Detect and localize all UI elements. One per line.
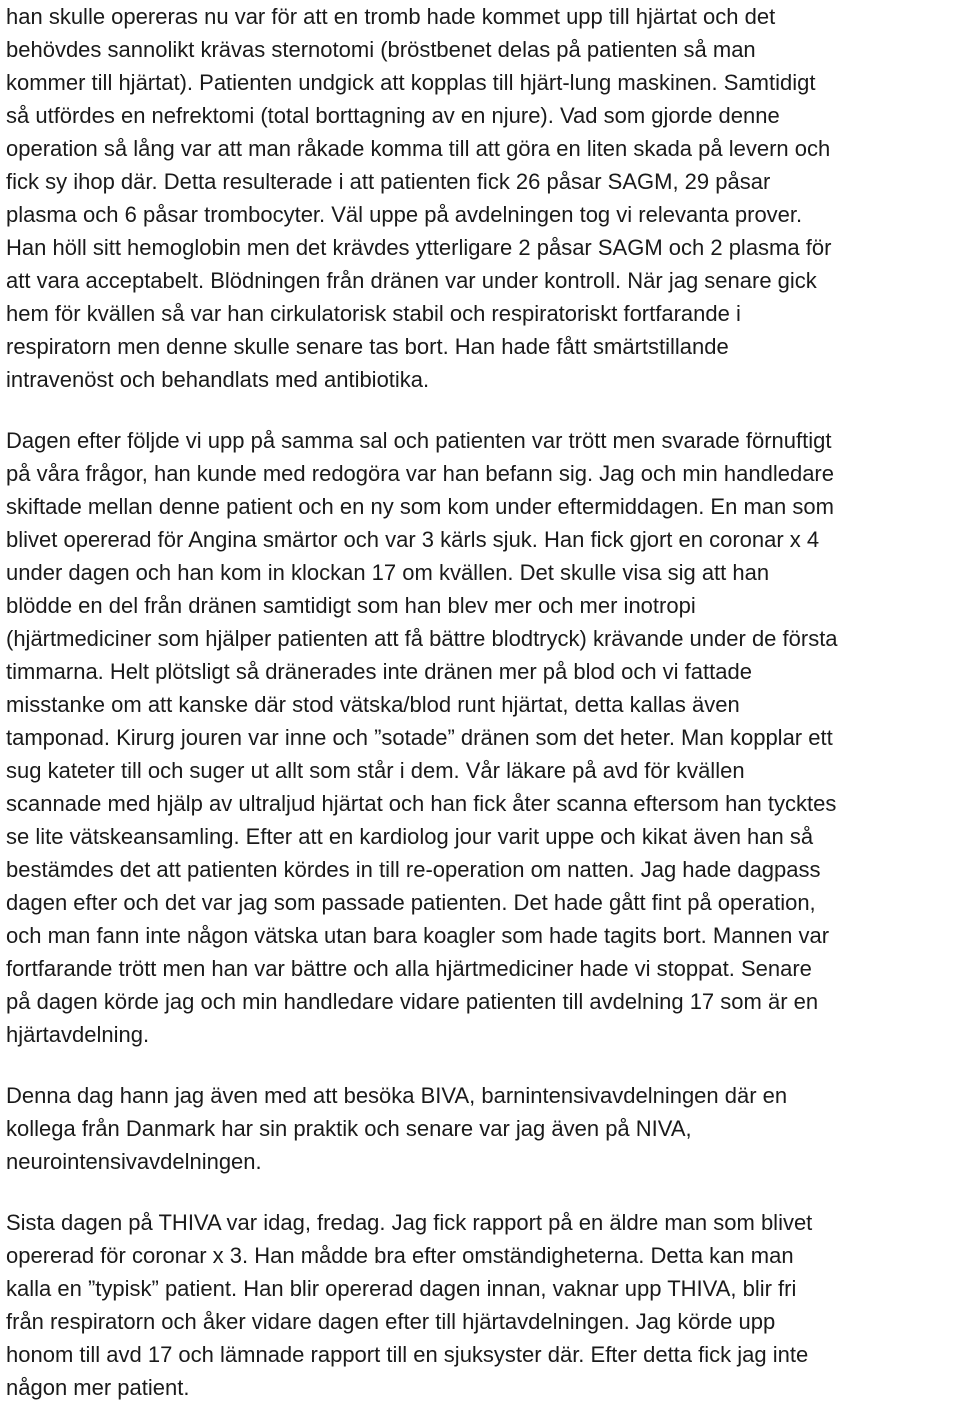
- text-line: sug kateter till och suger ut allt som står i dem. Vår läkare på avd för kvällen: [6, 758, 745, 783]
- text-line: (hjärtmediciner som hjälper patienten att få bättre blodtryck) krävande under de första: [6, 626, 838, 651]
- text-line: så utfördes en nefrektomi (total borttagning av en njure). Vad som gjorde denne: [6, 103, 780, 128]
- text-line: kalla en ”typisk” patient. Han blir opererad dagen innan, vaknar upp THIVA, blir fri: [6, 1276, 797, 1301]
- text-line: hjärtavdelning.: [6, 1022, 150, 1047]
- document-page: [6, 0, 960, 1404]
- text-line: Denna dag hann jag även med att besöka BIVA, barnintensivavdelningen där en: [6, 1083, 788, 1108]
- text-line: misstanke om att kanske där stod vätska/blod runt hjärtat, detta kallas även: [6, 692, 740, 717]
- text-line: scannade med hjälp av ultraljud hjärtat och han fick åter scanna eftersom han tycktes: [6, 791, 837, 816]
- text-line: fick sy ihop där. Detta resulterade i att patienten fick 26 påsar SAGM, 29 påsar: [6, 169, 771, 194]
- text-line: dagen efter och det var jag som passade patienten. Det hade gått fint på operation,: [6, 890, 816, 915]
- text-line: på våra frågor, han kunde med redogöra var han befann sig. Jag och min handledare: [6, 461, 834, 486]
- text-line: från respiratorn och åker vidare dagen efter till hjärtavdelningen. Jag körde upp: [6, 1309, 776, 1334]
- text-line: opererad för coronar x 3. Han mådde bra efter omständigheterna. Detta kan man: [6, 1243, 794, 1268]
- text-line: operation så lång var att man råkade komma till att göra en liten skada på levern och: [6, 136, 831, 161]
- text-line: och man fann inte någon vätska utan bara koagler som hade tagits bort. Mannen var: [6, 923, 830, 948]
- paragraph-2: [6, 424, 960, 1051]
- text-line: timmarna. Helt plötsligt så dränerades inte dränen mer på blod och vi fattade: [6, 659, 752, 684]
- paragraph-gap: [6, 1178, 960, 1206]
- text-line: bestämdes det att patienten kördes in till re-operation om natten. Jag hade dagpass: [6, 857, 821, 882]
- text-line: intravenöst och behandlats med antibiotika.: [6, 367, 430, 392]
- paragraph-3: [6, 1079, 960, 1178]
- text-line: se lite vätskeansamling. Efter att en kardiolog jour varit uppe och kikat även han så: [6, 824, 814, 849]
- text-line: skiftade mellan denne patient och en ny som kom under eftermiddagen. En man som: [6, 494, 834, 519]
- text-line: på dagen körde jag och min handledare vidare patienten till avdelning 17 som är en: [6, 989, 819, 1014]
- text-line: honom till avd 17 och lämnade rapport till en sjuksyster där. Efter detta fick jag inte: [6, 1342, 809, 1367]
- text-line: behövdes sannolikt krävas sternotomi (bröstbenet delas på patienten så man: [6, 37, 756, 62]
- text-line: Dagen efter följde vi upp på samma sal och patienten var trött men svarade förnuftigt: [6, 428, 832, 453]
- text-line: kommer till hjärtat). Patienten undgick att kopplas till hjärt-lung maskinen. Samtidigt: [6, 70, 816, 95]
- paragraph-gap: [6, 1051, 960, 1079]
- text-line: att vara acceptabelt. Blödningen från dränen var under kontroll. När jag senare gick: [6, 268, 817, 293]
- text-line: respiratorn men denne skulle senare tas bort. Han hade fått smärtstillande: [6, 334, 729, 359]
- text-line: blivet opererad för Angina smärtor och var 3 kärls sjuk. Han fick gjort en coronar x 4: [6, 527, 820, 552]
- paragraph-4: [6, 1206, 960, 1404]
- text-line: tamponad. Kirurg jouren var inne och ”sotade” dränen som det heter. Man kopplar ett: [6, 725, 833, 750]
- text-line: neurointensivavdelningen.: [6, 1149, 262, 1174]
- text-line: Sista dagen på THIVA var idag, fredag. Jag fick rapport på en äldre man som blivet: [6, 1210, 813, 1235]
- text-line: blödde en del från dränen samtidigt som han blev mer och mer inotropi: [6, 593, 696, 618]
- text-line: Han höll sitt hemoglobin men det krävdes ytterligare 2 påsar SAGM och 2 plasma för: [6, 235, 832, 260]
- text-line: kollega från Danmark har sin praktik och senare var jag även på NIVA,: [6, 1116, 692, 1141]
- text-line: under dagen och han kom in klockan 17 om kvällen. Det skulle visa sig att han: [6, 560, 770, 585]
- text-line: han skulle opereras nu var för att en tromb hade kommet upp till hjärtat och det: [6, 4, 776, 29]
- text-line: hem för kvällen så var han cirkulatorisk stabil och respiratoriskt fortfarande i: [6, 301, 741, 326]
- text-line: någon mer patient.: [6, 1375, 190, 1400]
- text-line: fortfarande trött men han var bättre och alla hjärtmediciner hade vi stoppat. Senare: [6, 956, 812, 981]
- text-line: plasma och 6 påsar trombocyter. Väl uppe på avdelningen tog vi relevanta prover.: [6, 202, 803, 227]
- paragraph-1: [6, 0, 960, 396]
- paragraph-gap: [6, 396, 960, 424]
